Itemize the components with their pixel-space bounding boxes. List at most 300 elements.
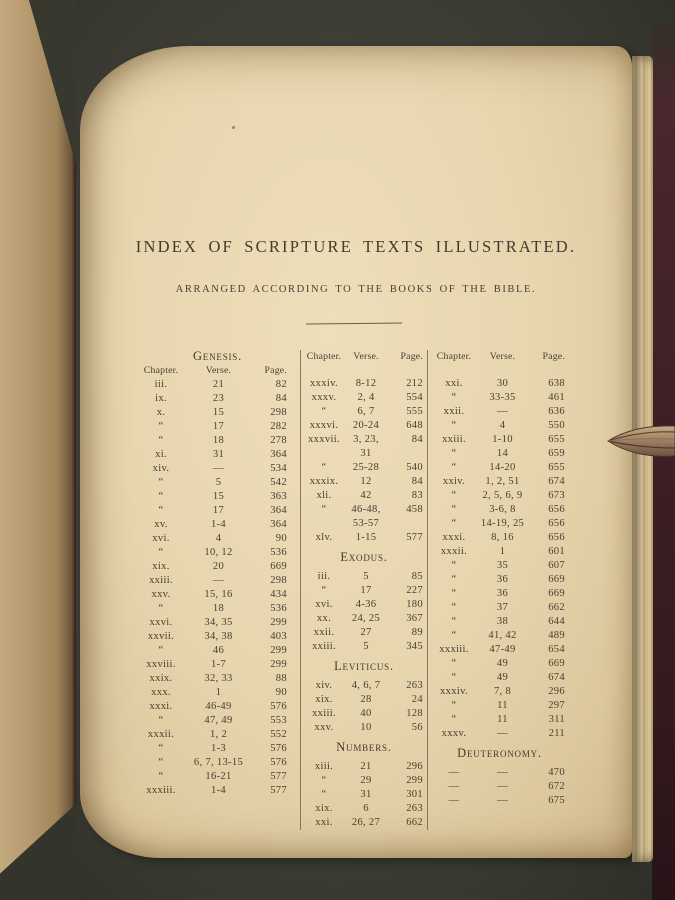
page-cell: 364 (270, 505, 287, 516)
table-row (135, 658, 300, 672)
chapter-cell: “ (158, 421, 164, 432)
chapter-cell: “ (451, 462, 457, 473)
chapter-cell: xxxiv. (310, 378, 338, 389)
page-cell: 85 (411, 571, 423, 582)
page-cell: 299 (270, 659, 287, 670)
table-row (135, 714, 300, 728)
table-row (428, 461, 571, 475)
chapter-cell: xxvi. (149, 617, 173, 628)
page-cell: 576 (270, 701, 287, 712)
table-row (135, 672, 300, 686)
table-row (135, 462, 300, 476)
chapter-cell: xix. (315, 694, 333, 705)
chapter-cell: “ (451, 700, 457, 711)
page-cell: 655 (548, 434, 565, 445)
page-cell: 461 (548, 392, 565, 403)
verse-cell: 16-21 (205, 771, 232, 782)
chapter-cell: “ (321, 504, 327, 515)
chapter-cell: xvi. (315, 599, 333, 610)
page-cell: 672 (548, 781, 565, 792)
book-cover-edge (652, 22, 675, 900)
chapter-cell: xxxv. (311, 392, 337, 403)
verse-cell: 49 (496, 672, 509, 683)
page-cell: 470 (548, 767, 565, 778)
chapter-cell: xiii. (314, 761, 334, 772)
column-header-row (301, 350, 427, 364)
verse-cell: 17 (212, 421, 225, 432)
verse-cell: 47, 49 (204, 715, 233, 726)
verse-cell: 14-20 (489, 462, 516, 473)
table-row (135, 546, 300, 560)
verse-cell: 1-10 (492, 434, 513, 445)
chapter-cell: “ (451, 714, 457, 725)
page-cell: 648 (406, 420, 423, 431)
verse-cell: 10, 12 (204, 547, 233, 558)
table-row (135, 742, 300, 756)
page-cell: 211 (548, 728, 565, 739)
chapter-cell: “ (158, 603, 164, 614)
page-cell: 552 (270, 729, 287, 740)
page-cell: 662 (548, 602, 565, 613)
page-cell: 56 (411, 722, 423, 733)
table-row (428, 377, 571, 391)
chapter-cell: “ (451, 574, 457, 585)
page-cell: 296 (406, 761, 423, 772)
chapter-cell: “ (321, 462, 327, 473)
table-row (301, 405, 427, 419)
chapter-header: Chapter. (143, 365, 179, 376)
table-row (301, 788, 427, 802)
chapter-cell: “ (451, 448, 457, 459)
verse-cell: 2, 5, 6, 9 (482, 490, 523, 501)
verse-cell: 10 (360, 722, 372, 733)
page-cell: 299 (406, 775, 423, 786)
chapter-cell: xxiii. (312, 708, 336, 719)
chapter-cell: xxxi. (442, 532, 466, 543)
page-cell: 180 (406, 599, 423, 610)
verse-cell: 46 (212, 645, 225, 656)
table-row (428, 531, 571, 545)
verse-cell: 31 (360, 789, 372, 800)
chapter-cell: “ (158, 645, 164, 656)
table-row (301, 584, 427, 598)
page-cell: 363 (270, 491, 287, 502)
page-cell: 88 (275, 673, 287, 684)
table-row (135, 476, 300, 490)
page-cell: 299 (270, 617, 287, 628)
verse-header: Verse. (353, 351, 379, 362)
verse-cell: 47-49 (489, 644, 516, 655)
table-row (428, 780, 571, 794)
verse-cell: 26, 27 (351, 817, 381, 828)
chapter-cell: “ (158, 743, 164, 754)
chapter-cell: xli. (316, 490, 332, 501)
chapter-cell: “ (321, 775, 327, 786)
page-cell: 298 (270, 575, 287, 586)
verse-cell: 17 (212, 505, 225, 516)
verse-cell: 4 (215, 533, 222, 544)
chapter-cell: xi. (155, 449, 167, 460)
page-cell: 542 (270, 477, 287, 488)
table-row (301, 377, 427, 391)
chapter-cell: x. (156, 407, 166, 418)
verse-cell: 14-19, 25 (480, 518, 525, 529)
verse-cell: 18 (212, 603, 225, 614)
chapter-cell: xiv. (315, 680, 333, 691)
page-cell: 212 (406, 378, 423, 389)
table-row (135, 490, 300, 504)
page-cell: 263 (406, 803, 423, 814)
page-cell: 489 (548, 630, 565, 641)
verse-cell: 46-48, 53-57 (351, 504, 381, 529)
page-cell: 345 (406, 641, 423, 652)
chapter-header: Chapter. (306, 351, 342, 362)
table-row (135, 420, 300, 434)
table-row (135, 728, 300, 742)
verse-cell: 1-4 (210, 785, 227, 796)
page-cell: 90 (275, 687, 287, 698)
table-row (428, 419, 571, 433)
page-cell: 458 (406, 504, 423, 515)
page-cell: 577 (270, 771, 287, 782)
verse-cell: 4, 6, 7 (351, 680, 381, 691)
chapter-cell: — (448, 767, 460, 778)
book-page (80, 46, 632, 858)
chapter-cell: “ (158, 491, 164, 502)
table-row (428, 405, 571, 419)
page-cell: 403 (270, 631, 287, 642)
scripture-index-table (135, 350, 572, 830)
chapter-cell: “ (451, 658, 457, 669)
verse-cell: 5 (363, 571, 369, 582)
chapter-cell: — (448, 795, 460, 806)
page-cell: 263 (406, 680, 423, 691)
page-cell: 364 (270, 519, 287, 530)
page-cell: 282 (270, 421, 287, 432)
page-cell: 669 (270, 561, 287, 572)
page-cell: 84 (411, 476, 423, 487)
page-cell: 298 (270, 407, 287, 418)
verse-cell: 7, 8 (493, 686, 512, 697)
page-cell: 659 (548, 448, 565, 459)
chapter-cell: “ (451, 392, 457, 403)
facing-page-edge (0, 0, 76, 900)
page-header: Page. (264, 365, 287, 376)
chapter-cell: “ (158, 715, 164, 726)
chapter-cell: xxiii. (312, 641, 336, 652)
verse-cell: — (497, 795, 508, 806)
table-row (135, 756, 300, 770)
table-row (428, 545, 571, 559)
table-row (135, 448, 300, 462)
chapter-cell: xxxvii. (308, 434, 340, 445)
table-row (135, 518, 300, 532)
table-row (428, 643, 571, 657)
verse-cell: 30 (496, 378, 509, 389)
chapter-cell: xxxv. (441, 728, 467, 739)
page-cell: 299 (270, 645, 287, 656)
page-cell: 434 (270, 589, 287, 600)
table-row (428, 657, 571, 671)
table-row (301, 570, 427, 584)
table-row (301, 816, 427, 830)
page-cell: 301 (406, 789, 423, 800)
table-row (301, 721, 427, 735)
verse-cell: 38 (496, 616, 509, 627)
chapter-cell: “ (451, 490, 457, 501)
verse-cell: 29 (360, 775, 372, 786)
verse-cell: 40 (360, 708, 372, 719)
chapter-cell: “ (158, 505, 164, 516)
table-row (428, 587, 571, 601)
verse-cell: 15 (212, 491, 225, 502)
table-row (135, 392, 300, 406)
table-row (135, 770, 300, 784)
page-cell: 555 (406, 406, 423, 417)
chapter-cell: xxiii. (442, 434, 466, 445)
chapter-cell: xxix. (149, 673, 173, 684)
page-cell: 655 (548, 462, 565, 473)
page-cell: 577 (270, 785, 287, 796)
table-row (428, 503, 571, 517)
table-row (301, 391, 427, 405)
chapter-cell: iii. (317, 571, 331, 582)
page-cell: 656 (548, 532, 565, 543)
chapter-cell: xxx. (151, 687, 171, 698)
page-cell: 90 (275, 533, 287, 544)
chapter-cell: “ (451, 602, 457, 613)
table-row (135, 574, 300, 588)
table-row (135, 378, 300, 392)
chapter-cell: xiv. (152, 463, 170, 474)
chapter-cell: “ (321, 789, 327, 800)
page-cell: 638 (548, 378, 565, 389)
verse-cell: 21 (212, 379, 225, 390)
verse-cell: 15, 16 (204, 589, 233, 600)
chapter-cell: “ (158, 771, 164, 782)
page-subtitle: ARRANGED ACCORDING TO THE BOOKS OF THE BIBLE. (175, 284, 537, 295)
verse-cell: 5 (363, 641, 369, 652)
verse-cell: 24, 25 (351, 613, 381, 624)
verse-cell: 17 (360, 585, 372, 596)
chapter-cell: xv. (154, 519, 168, 530)
page-cell: 654 (548, 644, 565, 655)
page-cell: 534 (270, 463, 287, 474)
page-cell: 553 (270, 715, 287, 726)
chapter-cell: “ (451, 560, 457, 571)
table-row (428, 447, 571, 461)
page-cell: 227 (406, 585, 423, 596)
table-row (428, 601, 571, 615)
verse-cell: 15 (212, 407, 225, 418)
table-row (428, 671, 571, 685)
verse-cell: 1, 2, 51 (485, 476, 520, 487)
verse-cell: 41, 42 (488, 630, 517, 641)
table-row (135, 700, 300, 714)
page-title: INDEX OF SCRIPTURE TEXTS ILLUSTRATED. (135, 237, 577, 256)
table-row (135, 434, 300, 448)
table-row (135, 616, 300, 630)
page-cell: 24 (411, 694, 423, 705)
verse-cell: 20-24 (352, 420, 380, 431)
chapter-cell: iii. (154, 379, 168, 390)
index-column-3 (428, 350, 571, 830)
page-cell: 278 (270, 435, 287, 446)
table-row (428, 433, 571, 447)
index-column-1 (135, 350, 301, 830)
verse-cell: 4-36 (355, 599, 377, 610)
book-heading: Exodus. (340, 550, 388, 564)
verse-cell: 8, 16 (491, 532, 514, 543)
verse-cell: — (213, 575, 224, 586)
verse-cell: 49 (496, 658, 509, 669)
chapter-cell: xxi. (315, 817, 333, 828)
table-row (135, 630, 300, 644)
table-row (428, 766, 571, 780)
verse-cell: 11 (497, 714, 508, 725)
verse-cell: 1-3 (210, 743, 227, 754)
chapter-cell: xlv. (315, 532, 333, 543)
verse-cell: 8-12 (355, 378, 377, 389)
table-row (428, 391, 571, 405)
page-cell: 669 (548, 574, 565, 585)
page-cell: 364 (270, 449, 287, 460)
page-cell: 554 (406, 392, 423, 403)
table-row (301, 626, 427, 640)
page-cell: 84 (275, 393, 287, 404)
verse-cell: 33-35 (489, 392, 516, 403)
chapter-cell: “ (451, 518, 457, 529)
chapter-cell: xxvii. (147, 631, 175, 642)
table-row (301, 531, 427, 545)
table-row (301, 475, 427, 489)
chapter-cell: xxv. (314, 722, 334, 733)
table-row (428, 489, 571, 503)
verse-cell: 35 (496, 560, 509, 571)
table-row (428, 475, 571, 489)
table-row (428, 685, 571, 699)
verse-cell: — (497, 781, 508, 792)
page-cell: 674 (548, 476, 565, 487)
verse-cell: — (497, 728, 508, 739)
page-cell: 89 (411, 627, 423, 638)
chapter-cell: “ (158, 547, 164, 558)
verse-cell: — (497, 406, 508, 417)
table-row (301, 489, 427, 503)
page-cell: 84 (411, 434, 423, 445)
verse-cell: 1-4 (210, 519, 227, 530)
table-row (135, 560, 300, 574)
page-cell: 367 (406, 613, 423, 624)
page-cell: 656 (548, 518, 565, 529)
chapter-cell: xxiii. (149, 575, 173, 586)
chapter-cell: — (448, 781, 460, 792)
verse-cell: 37 (496, 602, 509, 613)
verse-header: Verse. (489, 351, 516, 362)
table-row (301, 433, 427, 461)
page-cell: 550 (548, 420, 565, 431)
chapter-cell: xxiv. (442, 476, 466, 487)
verse-cell: 36 (496, 588, 509, 599)
chapter-cell: xxii. (443, 406, 465, 417)
chapter-cell: xxviii. (146, 659, 176, 670)
table-row (301, 802, 427, 816)
verse-header: Verse. (205, 365, 232, 376)
chapter-cell: xxxiv. (440, 686, 468, 697)
chapter-cell: xxxiii. (146, 785, 176, 796)
verse-cell: — (213, 463, 224, 474)
chapter-cell: xx. (316, 613, 332, 624)
table-row (301, 760, 427, 774)
table-row (428, 727, 571, 741)
page-cell: 674 (548, 672, 565, 683)
table-row (135, 406, 300, 420)
table-row (301, 774, 427, 788)
divider-rule (306, 322, 402, 324)
chapter-cell: “ (158, 435, 164, 446)
table-row (135, 504, 300, 518)
table-row (428, 713, 571, 727)
table-row (301, 612, 427, 626)
page-cell: 675 (548, 795, 565, 806)
chapter-cell: “ (451, 616, 457, 627)
page-cell: 576 (270, 757, 287, 768)
chapter-cell: xxxiii. (439, 644, 469, 655)
index-column-2 (301, 350, 428, 830)
table-row (301, 461, 427, 475)
chapter-cell: xvi. (152, 533, 170, 544)
page-header: Page. (400, 351, 423, 362)
chapter-cell: “ (451, 420, 457, 431)
table-row (301, 640, 427, 654)
chapter-header: Chapter. (436, 351, 472, 362)
table-row (428, 629, 571, 643)
table-row (135, 588, 300, 602)
chapter-cell: “ (158, 757, 164, 768)
book-heading: Genesis. (192, 349, 243, 363)
page-cell: 673 (548, 490, 565, 501)
page-cell: 607 (548, 560, 565, 571)
chapter-cell: “ (451, 672, 457, 683)
page-cell: 128 (406, 708, 423, 719)
verse-cell: 34, 38 (204, 631, 233, 642)
verse-cell: 3-6, 8 (489, 504, 516, 515)
verse-cell: 36 (496, 574, 509, 585)
verse-cell: 5 (215, 477, 222, 488)
chapter-cell: xxxi. (149, 701, 173, 712)
verse-cell: 25-28 (352, 462, 380, 473)
page-cell: 296 (548, 686, 565, 697)
book-heading: Numbers. (336, 740, 392, 754)
chapter-cell: “ (451, 504, 457, 515)
column-header-row (428, 350, 571, 364)
verse-cell: 32, 33 (204, 673, 233, 684)
page-cell: 601 (548, 546, 565, 557)
chapter-cell: xxxii. (147, 729, 175, 740)
verse-cell: 31 (212, 449, 225, 460)
verse-cell: 2, 4 (357, 392, 375, 403)
table-row (428, 559, 571, 573)
brass-page-clip-icon (607, 421, 675, 461)
verse-cell: 11 (497, 700, 508, 711)
chapter-cell: xxv. (151, 589, 171, 600)
table-row (135, 602, 300, 616)
table-row (428, 573, 571, 587)
chapter-cell: “ (321, 585, 327, 596)
page-cell: 540 (406, 462, 423, 473)
verse-cell: 46-49 (205, 701, 232, 712)
chapter-cell: xxxvi. (309, 420, 339, 431)
